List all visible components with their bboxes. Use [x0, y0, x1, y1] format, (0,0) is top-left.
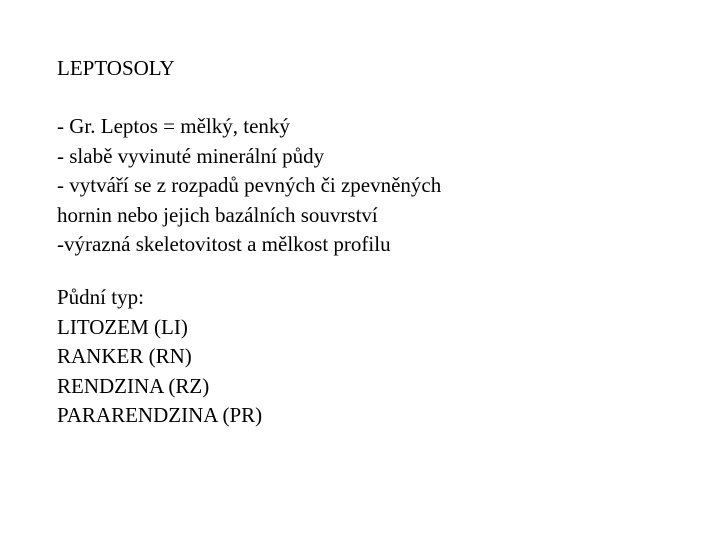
soil-type-item: RANKER (RN): [57, 344, 192, 368]
soil-type-item: LITOZEM (LI): [57, 314, 188, 339]
soil-type-item: RENDZINA (RZ): [57, 373, 210, 398]
description-line: - slabě vyvinuté minerální půdy: [57, 143, 325, 168]
soil-types-block: [57, 283, 262, 431]
description-line: - vytváří se z rozpadů pevných či zpevněných: [57, 173, 442, 197]
description-line: hornin nebo jejich bazálních souvrství: [57, 202, 378, 227]
description-line: - Gr. Leptos = mělký, tenký: [57, 114, 290, 138]
soil-types-heading: Půdní typ:: [57, 285, 144, 309]
slide-title: LEPTOSOLY: [57, 56, 175, 80]
soil-type-item: PARARENDZINA (PR): [57, 403, 263, 427]
description-line: -výrazná skeletovitost a mělkost profilu: [57, 232, 391, 256]
description-block: [57, 112, 441, 260]
